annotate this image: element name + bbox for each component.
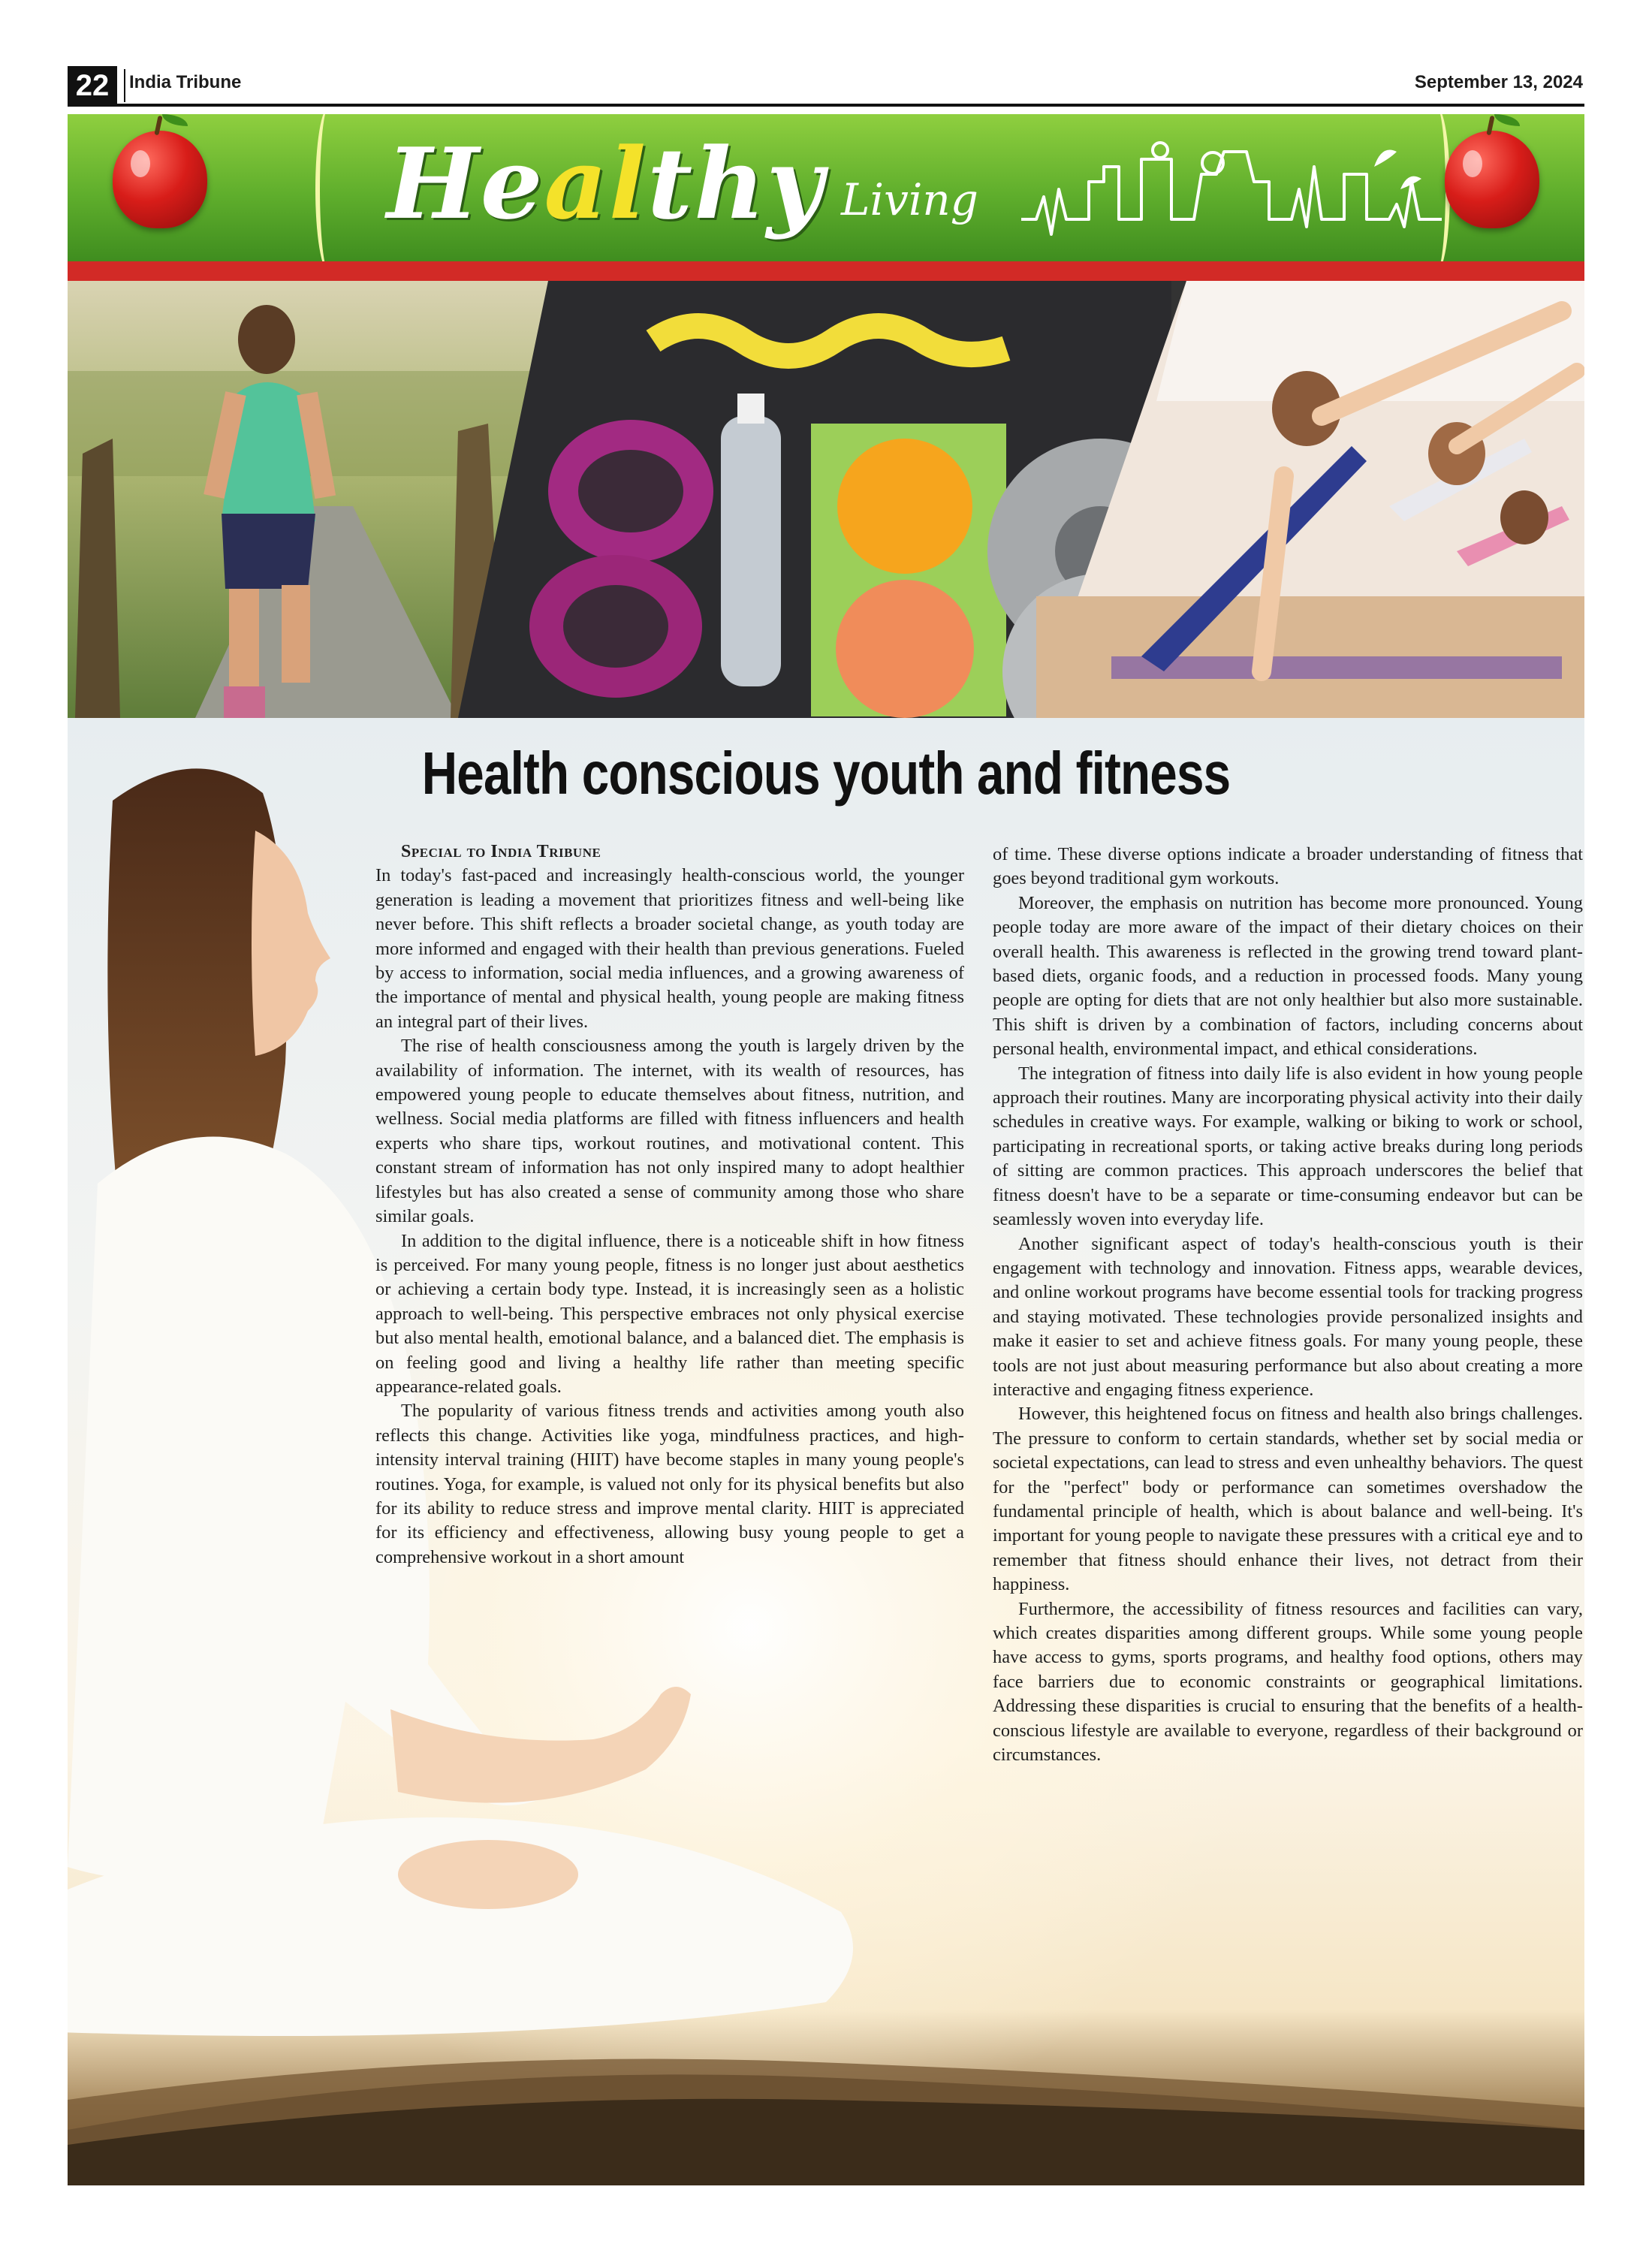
article-paragraph: In today's fast-paced and increasingly health-conscious world, the younger generation is leading a movement that prioritizes fitness and well-being like never before. This shift reflects a broader societal change, as youth today are more informed and engaged with their health than previous generations. Fueled by access to information, social media influences, and a growing awareness of the importance of mental and physical health, young people are making fitness an integral part of their lives.: [375, 865, 964, 1032]
heartbeat-skyline-icon: [1021, 137, 1442, 242]
publication-name: India Tribune: [129, 72, 242, 92]
banner-red-stripe: [68, 261, 1584, 281]
banner-title-part: He: [387, 126, 544, 241]
apple-icon: [113, 131, 207, 228]
yoga-class-photo: [1036, 281, 1584, 718]
article-paragraph: However, this heightened focus on fitness and health also brings challenges. The pressure to conform to certain standards, whether set by social media or societal expectations, can lead to stress and even unhealthy behaviors. The quest for the "perfect" body or performance can sometimes overshadow the fundamental principle of health, which is about balance and well-being. It's important for young people to navigate these pressures with a critical eye and to remember that fitness should enhance their lives, not detract from their happiness.: [993, 1404, 1583, 1595]
article-paragraph: Furthermore, the accessibility of fitness resources and facilities can vary, which creates disparities among different groups. While some young people have access to gyms, sports programs, and healthy food options, others may face barriers due to economic constraints or geographical limitations. Addressing these disparities is crucial to ensuring that the benefits of a health-conscious lifestyle are available to everyone, regardless of their background or circumstances.: [993, 1598, 1583, 1766]
swoosh-decoration: [315, 114, 342, 261]
article-headline: Health conscious youth and fitness: [421, 740, 1231, 807]
header-divider: [124, 69, 125, 102]
banner-title: [387, 128, 824, 240]
banner-title-part: thy: [647, 126, 825, 241]
article-paragraph: The integration of fitness into daily life is also evident in how young people approach their routines. Many are incorporating physical activity into their daily schedules in creative ways. For example, walking or biking to work or school, participating in recreational sports, or taking active breaks during long periods of sitting are common practices. This approach underscores the belief that fitness doesn't have to be a separate or time-consuming endeavor but can be seamlessly woven into everyday life.: [993, 1063, 1583, 1230]
article-paragraph: Moreover, the emphasis on nutrition has become more pronounced. Young people today are more aware of the impact of their dietary choices on their overall health. This awareness is reflected in the growing trend toward plant-based diets, organic foods, and a reduction in processed foods. Many young people are opting for diets that are not only healthier but also more sustainable. This shift is driven by a combination of factors, including concerns about personal health, environmental impact, and ethical considerations.: [993, 892, 1583, 1060]
article-paragraph: Another significant aspect of today's health-conscious youth is their engagement with technology and innovation. Fitness apps, wearable devices, and online workout programs have become essential tools for tracking progress and staying motivated. These technologies provide personalized insights and make it easier to set and achieve fitness goals. For many young people, these tools are not just about measuring performance but also about creating a more interactive and engaging fitness experience.: [993, 1233, 1583, 1400]
photo-strip: [68, 281, 1584, 718]
header-rule: [68, 104, 1584, 107]
article-paragraph: The popularity of various fitness trends and activities among youth also reflects this change. Activities like yoga, mindfulness practices, and high-intensity interval training (HIIT) have become staples in many young people's routines. Yoga, for example, is valued not only for its physical benefits but also for its ability to reduce stress and improve mental clarity. HIIT is appreciated for its efficiency and effectiveness, allowing busy young people to get a comprehensive workout in a short amount: [375, 1401, 964, 1567]
apple-icon: [1445, 131, 1539, 228]
publication-date: September 13, 2024: [1414, 72, 1583, 92]
article-paragraph: In addition to the digital influence, there is a noticeable shift in how fitness is perceived. For many young people, fitness is no longer just about aesthetics or achieving a certain body type. Instead, it is increasingly seen as a holistic approach to well-being. This perspective embraces not only physical exercise but also mental health, emotional balance, and a balanced diet. The emphasis is on feeling good and living a healthy life rather than meeting specific appearance-related goals.: [375, 1230, 964, 1397]
article-column-right: [993, 843, 1583, 1767]
article-paragraph: of time. These diverse options indicate a broader understanding of fitness that goes beyond traditional gym workouts.: [993, 844, 1583, 889]
banner-title-part: al: [544, 126, 648, 241]
article-byline: Special to India Tribune: [401, 842, 601, 861]
page-number: 22: [68, 66, 117, 105]
article-column-left: [375, 840, 964, 1570]
article-paragraph: The rise of health consciousness among the youth is largely driven by the availability of information. The internet, with its wealth of resources, has empowered young people to educate themselves about fitness, nutrition, and wellness. Social media platforms are filled with fitness influencers and health experts who share tips, workout routines, and motivational content. This constant stream of information has not only inspired many to adopt healthier lifestyles but has also created a sense of community among those who share similar goals.: [375, 1036, 964, 1227]
banner-subtitle: Living: [841, 174, 978, 225]
healthy-living-banner: [68, 114, 1584, 261]
